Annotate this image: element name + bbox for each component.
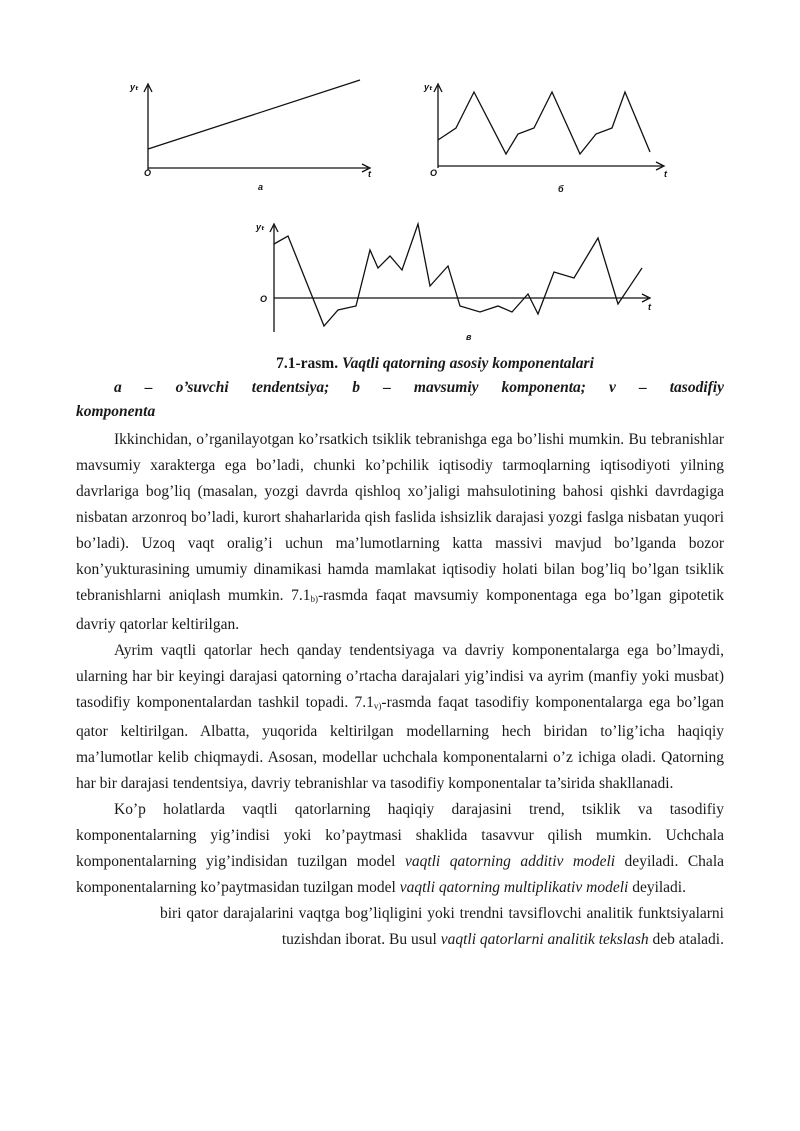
paragraph-1-text-end: -rasmda faqat mavsumiy komponentaga ega bo’lgan gipotetik davriy qatorlar keltirilgan.	[76, 587, 724, 633]
chart-b-y-label: yₜ	[424, 82, 433, 92]
chart-v-y-label: yₜ	[256, 222, 265, 232]
chart-b-origin-label: O	[430, 168, 438, 178]
caption-number: 7.1-rasm	[276, 355, 335, 372]
chart-a-svg	[128, 78, 378, 193]
chart-a-trend	[128, 78, 378, 193]
paragraph-4-text-2: deb ataladi.	[648, 931, 724, 948]
paragraph-3-text-2: deyiladi. Chala komponentalarning ko’paytmasidan tuzilgan model	[76, 853, 725, 896]
chart-v-random	[252, 220, 662, 345]
paragraph-2	[76, 638, 724, 797]
chart-b-panel-label: б	[558, 184, 564, 194]
chart-v-panel-label: в	[466, 332, 472, 342]
paragraph-3-text-3: deyiladi.	[628, 879, 686, 896]
caption-title-line: 7.1-rasm. Vaqtli qatorning asosiy komponentalari	[276, 355, 594, 372]
caption-legend-line2: komponenta	[76, 403, 156, 420]
caption-title: Vaqtli qatorning asosiy komponentalari	[341, 355, 594, 372]
figure-caption	[76, 352, 724, 424]
chart-b-svg	[422, 78, 677, 203]
chart-b-x-label: t	[664, 169, 667, 179]
paragraph-4	[76, 901, 724, 953]
paragraph-1	[76, 427, 724, 638]
paragraph-1-text: Ikkinchidan, o’rganilayotgan ko’rsatkich tsiklik tebranishga ega bo’lishi mumkin. Bu tebranishlar mavsumiy xarakterga ega bo’ladi, chunki ko’pchilik iqtisodiy tarmoqlarning iqtisodiyoti yilning davrlariga bog’liq (masalan, yozgi davrda qishloq xo’jaligi mahsulotining bahosi qishki davrdagiga nisbatan arzonroq bo’ladi, kurort shaharlarida qish faslida ishsizlik darajasi yozgi faslga nisbatan yuqori bo’ladi). Uzoq vaqt oralig’i uchun ma’lumotlarning katta massivi mavjud bo’lganda bozor kon’yukturasining umumiy dinamikasi hamda mamlakat iqtisodiy holati bilan bog’liq bo’lgan tsiklik tebranishlarni aniqlash mumkin. 7.1	[76, 431, 724, 604]
chart-b-seasonal-line	[438, 92, 650, 154]
analytic-smoothing-term: vaqtli qatorlarni analitik tekslash	[440, 931, 649, 948]
chart-a-origin-label: O	[144, 168, 152, 178]
paragraph-2-text: Ayrim vaqtli qatorlar hech qanday tendentsiyaga va davriy komponentalarga ega bo’lmaydi, ularning har bir keyingi darajasi qatorning o’rtacha darajalari yig’indisi va ayrim (manfiy yoki musbat) tasodifiy komponentalardan tashkil topadi. 7.1	[76, 642, 724, 711]
chart-v-random-line	[274, 224, 642, 326]
paragraph-2-text-end: -rasmda faqat tasodifiy komponentalarga ega bo’lgan qator keltirilgan. Albatta, yuqorida keltirilgan modellarning hech biridan to’lig’icha haqiqiy ma’lumotlar kelib chiqmaydi. Asosan, modellar uchchala komponentalarni o’z ichiga oladi. Qatorning har bir darajasi tendentsiya, davriy tebranishlar va tasodifiy komponentalar ta’sirida shakllanadi.	[76, 694, 724, 792]
multiplicative-model-term: vaqtli qatorning multiplikativ modeli	[399, 879, 629, 896]
paragraph-1-sub: b)	[310, 594, 318, 604]
chart-b-seasonal	[422, 78, 677, 203]
caption-legend-line1: a – o’suvchi tendentsiya; b – mavsumiy komponenta; v – tasodifiy	[114, 379, 724, 396]
chart-a-y-label: yₜ	[130, 82, 139, 92]
chart-a-trend-line	[148, 80, 360, 149]
paragraph-3	[76, 797, 724, 901]
chart-a-panel-label: a	[258, 182, 264, 192]
chart-v-x-label: t	[648, 302, 651, 312]
body-text	[76, 427, 724, 953]
paragraph-4-text-1: biri qator darajalarini vaqtga bog’liqligini yoki trendni tavsiflovchi analitik funktsiyalarni tuzishdan iborat. Bu usul	[160, 905, 724, 948]
chart-v-origin-label: O	[260, 294, 268, 304]
paragraph-2-sub: v)	[373, 701, 382, 711]
chart-a-x-label: t	[368, 169, 371, 179]
chart-v-svg	[252, 220, 662, 345]
paragraph-3-text-1: Ko’p holatlarda vaqtli qatorlarning haqiqiy darajasini trend, tsiklik va tasodifiy komponentalarning yig’indisi yoki ko’paytmasi shaklida tasavvur qilish mumkin. Uchchala komponentalarning yig’indisidan tuzilgan model	[76, 801, 724, 870]
additive-model-term: vaqtli qatorning additiv modeli	[404, 853, 616, 870]
